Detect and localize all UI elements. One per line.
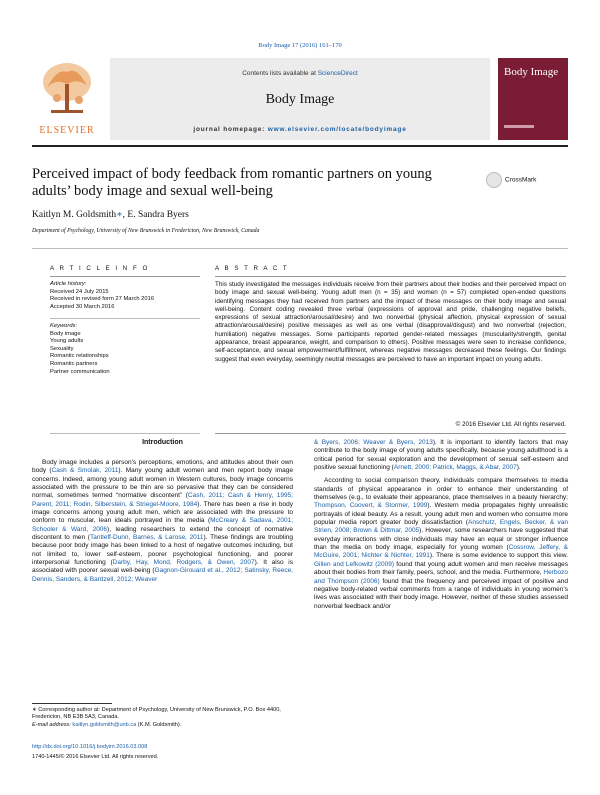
- keywords-label: Keywords:: [50, 323, 78, 329]
- affiliation: Department of Psychology, University of New Brunswick in Fredericton, New Brunswick, Canada: [32, 228, 260, 234]
- elsevier-tree-icon: [37, 58, 97, 118]
- abstract-body: This study investigated the messages individuals receive from their partners about their bodies and their perceived impact on body image and sexual well-being. Young adult men (n = 35) and women (n = 57) completed open-ended questions identifying messages they had received from partners and the impact of these messages on their body image and sexual well-being. Content coding revealed three verbal (expressions of approval and pride, challenging negative beliefs, expressions of sexual attraction/arousal/desire) and two nonverbal (physical affection, physical expression of sexual attraction/arousal/desire) positive messages as well as one verbal (disapproval/disgust) and two nonverbal (rejection, humiliation) negative messages. Some participants reported gender-related messages (muscularity/strength, genital appearance, breast appearance, weight, and comparison to others). Positive messages were seen to increase confidence, self-acceptance, and sexual empowerment/fulfillment, whereas negative messages decreased these feelings. Our findings suggest that even everyday, seemingly neutral messages are perceived to have an important impact on young adults.: [215, 281, 566, 363]
- author-separator: ,: [122, 210, 128, 220]
- divider: [50, 318, 200, 319]
- homepage-line: [110, 126, 490, 133]
- history-label: Article history:: [50, 281, 87, 287]
- divider: [50, 433, 200, 434]
- journal-reference[interactable]: Body Image 17 (2016) 161–170: [258, 42, 342, 49]
- contents-line: [110, 70, 490, 77]
- text-run: found that the frequency and perceived impact of positive and negative body-related verbal comments from a range of individuals in young women’s lives was associated with their body image. However, neither of these studies assessed nonverbal feedback and/or: [314, 577, 568, 610]
- text-run: ). It is important to identify factors that may contribute to the body image of young adults specifically, because young adulthood is a critical period for sexual exploration and the development of sexual self-esteem and positive sexual functioning (: [314, 439, 568, 472]
- text-run: found that young adult women and men receive messages about their bodies from their family, peers, school, and the media. Furthermore,: [314, 560, 569, 577]
- revised-date: Received in revised form 27 March 2016: [50, 296, 155, 303]
- corresponding-author-marker[interactable]: ∗: [116, 210, 123, 220]
- citation-link[interactable]: & Byers, 2006; Weaver & Byers, 2013: [314, 439, 433, 446]
- citation-link[interactable]: Tantleff-Dunn, Barnes, & Larose, 2011: [89, 534, 204, 542]
- text-run: According to social comparison theory, individuals compare themselves to media standards of physical appearance in order to enhance their understanding of themselves (e.g., to evaluate their appearance, place themselves in a beauty hierarchy;: [314, 477, 568, 502]
- divider: [50, 276, 200, 277]
- text-run: ). Western media propagates highly unrealistic portrayals of ideal beauty. As a result, young adult men and women who consume more popular media report greater body dissatisfaction (: [314, 502, 568, 527]
- cover-decoration: [504, 125, 534, 128]
- article-history: [50, 281, 200, 311]
- keyword: Sexuality: [50, 345, 74, 352]
- author-list: [32, 209, 189, 220]
- citation-link[interactable]: McCreary & Sadava, 2001; Schooler & Ward, 2006: [32, 517, 293, 533]
- keyword: Romantic relationships: [50, 353, 109, 360]
- received-date: Received 24 July 2015: [50, 288, 109, 295]
- author-name: E. Sandra Byers: [127, 210, 189, 220]
- elsevier-logo: [32, 58, 102, 138]
- divider: [215, 433, 566, 434]
- crossmark-badge[interactable]: [486, 172, 566, 192]
- citation-link[interactable]: Gagnon-Girouard et al., 2012; Satinsky, Reece, Dennis, Sanders, & Bardzell, 2012; Weaver: [32, 567, 293, 583]
- copyright-notice: © 2016 Elsevier Ltd. All rights reserved.: [455, 421, 566, 428]
- text-run: ). There has been a rise in body image concerns among young adult men, which are associated with the pressure to conform to muscular, lean ideals portrayed in the media (: [32, 500, 293, 525]
- text-run: ). These findings are troubling because poor body image has been linked to a host of negative outcomes including, but not limited to, lower self-esteem, poorer psychological functioning, and poorer interpersonal functioning (: [32, 534, 294, 567]
- email-note: [32, 722, 293, 729]
- paragraph: [32, 459, 293, 584]
- crossmark-label: CrossMark: [505, 176, 537, 184]
- keywords: [50, 323, 200, 376]
- keyword: Body image: [50, 330, 81, 337]
- citation-link[interactable]: Gillen and Lefkowitz (2009): [314, 560, 395, 568]
- journal-header: [110, 58, 490, 140]
- body-column-left: [32, 459, 293, 584]
- paragraph: [314, 477, 568, 611]
- text-run: ).: [516, 464, 521, 472]
- citation-link[interactable]: Herbozo and Thompson (2006): [314, 569, 568, 585]
- article-info-heading: A R T I C L E I N F O: [50, 265, 150, 272]
- citation-link[interactable]: Cossrow, Jeffery, & McGuire, 2001; Nichter & Nichter, 1991: [314, 544, 569, 560]
- divider: [215, 276, 566, 277]
- homepage-prefix: journal homepage:: [193, 126, 268, 133]
- keyword: Romantic partners: [50, 360, 98, 367]
- citation-link[interactable]: Arnett, 2000; Patrick, Maggs, & Abar, 2007: [393, 464, 517, 472]
- citation-link[interactable]: Cash, 2011; Cash & Henry, 1995; Parent, 2011; Rodin, Silberstein, & Striegel-Moore, 1984: [32, 492, 293, 508]
- journal-cover-thumbnail[interactable]: [498, 58, 568, 140]
- keyword: Partner communication: [50, 368, 110, 375]
- abstract-heading: A B S T R A C T: [215, 265, 289, 272]
- contents-prefix: Contents lists available at: [242, 70, 318, 77]
- citation-link[interactable]: Cash & Smolak, 2011: [51, 467, 119, 475]
- email-label: E-mail address:: [32, 721, 73, 728]
- text-run: ), leading researchers to extend the concept of normative discontent to men (: [32, 525, 293, 542]
- citation-link[interactable]: Darby, Hay, Mond, Rodgers, & Owen, 2007: [112, 559, 255, 567]
- section-heading-introduction: Introduction: [142, 439, 183, 446]
- publisher-name: ELSEVIER: [39, 125, 95, 136]
- footnote-divider: [32, 703, 112, 704]
- homepage-link[interactable]: www.elsevier.com/locate/bodyimage: [267, 126, 407, 133]
- text-run: ). There is some evidence to support this view.: [429, 552, 568, 560]
- keyword: Young adults: [50, 338, 84, 345]
- citation-link[interactable]: Anschutz, Engels, Becker, & van Strien, 2008; Brown & Dittmar, 2005: [314, 519, 568, 535]
- accepted-date: Accepted 30 March 2016: [50, 303, 115, 310]
- doi-link[interactable]: http://dx.doi.org/10.1016/j.bodyim.2016.03.008: [32, 744, 148, 750]
- text-run: ). Many young adult women and men report body image concerns. Indeed, among young adult women in Western cultures, body image concerns associated with the pressure to be thin are so pervasive that they can be considered normal, sometimes termed “normative discontent” (: [32, 467, 293, 500]
- body-column-right: [314, 439, 568, 611]
- text-run: ). However, some researchers have suggested that everyday interactions with close individuals may have an equal or stronger influence than the media on body image, especially for young women (: [314, 527, 568, 552]
- journal-name: Body Image: [265, 92, 335, 107]
- email-link[interactable]: kaitlyn.goldsmith@unb.ca: [72, 721, 137, 728]
- corresponding-author-note: ∗ Corresponding author at: Department of Psychology, University of New Brunswick, P.O. Box 4400, Fredericton, NB E3B 5A3, Canada.: [32, 707, 281, 721]
- paragraph: [314, 439, 568, 472]
- citation-link[interactable]: Thompson, Coovert, & Stormer, 1999: [314, 502, 428, 510]
- issn-line: 1740-1445/© 2016 Elsevier Ltd. All rights reserved.: [32, 754, 159, 760]
- sciencedirect-link[interactable]: ScienceDirect: [317, 70, 358, 77]
- footnotes: [32, 707, 293, 729]
- author-name: Kaitlyn M. Goldsmith: [32, 210, 117, 220]
- header-divider: [32, 145, 568, 147]
- text-run: Body image includes a person’s perceptions, emotions, and attitudes about their own body (: [32, 459, 293, 475]
- email-suffix: (K.M. Goldsmith).: [136, 721, 182, 728]
- crossmark-icon: [486, 172, 502, 188]
- article-title: Perceived impact of body feedback from romantic partners on young adults’ body image and sexual well-being: [32, 166, 432, 199]
- divider: [32, 248, 568, 249]
- text-run: ). It also is associated with poorer sexual well-being (: [32, 559, 294, 575]
- cover-title: Body Image: [504, 66, 559, 78]
